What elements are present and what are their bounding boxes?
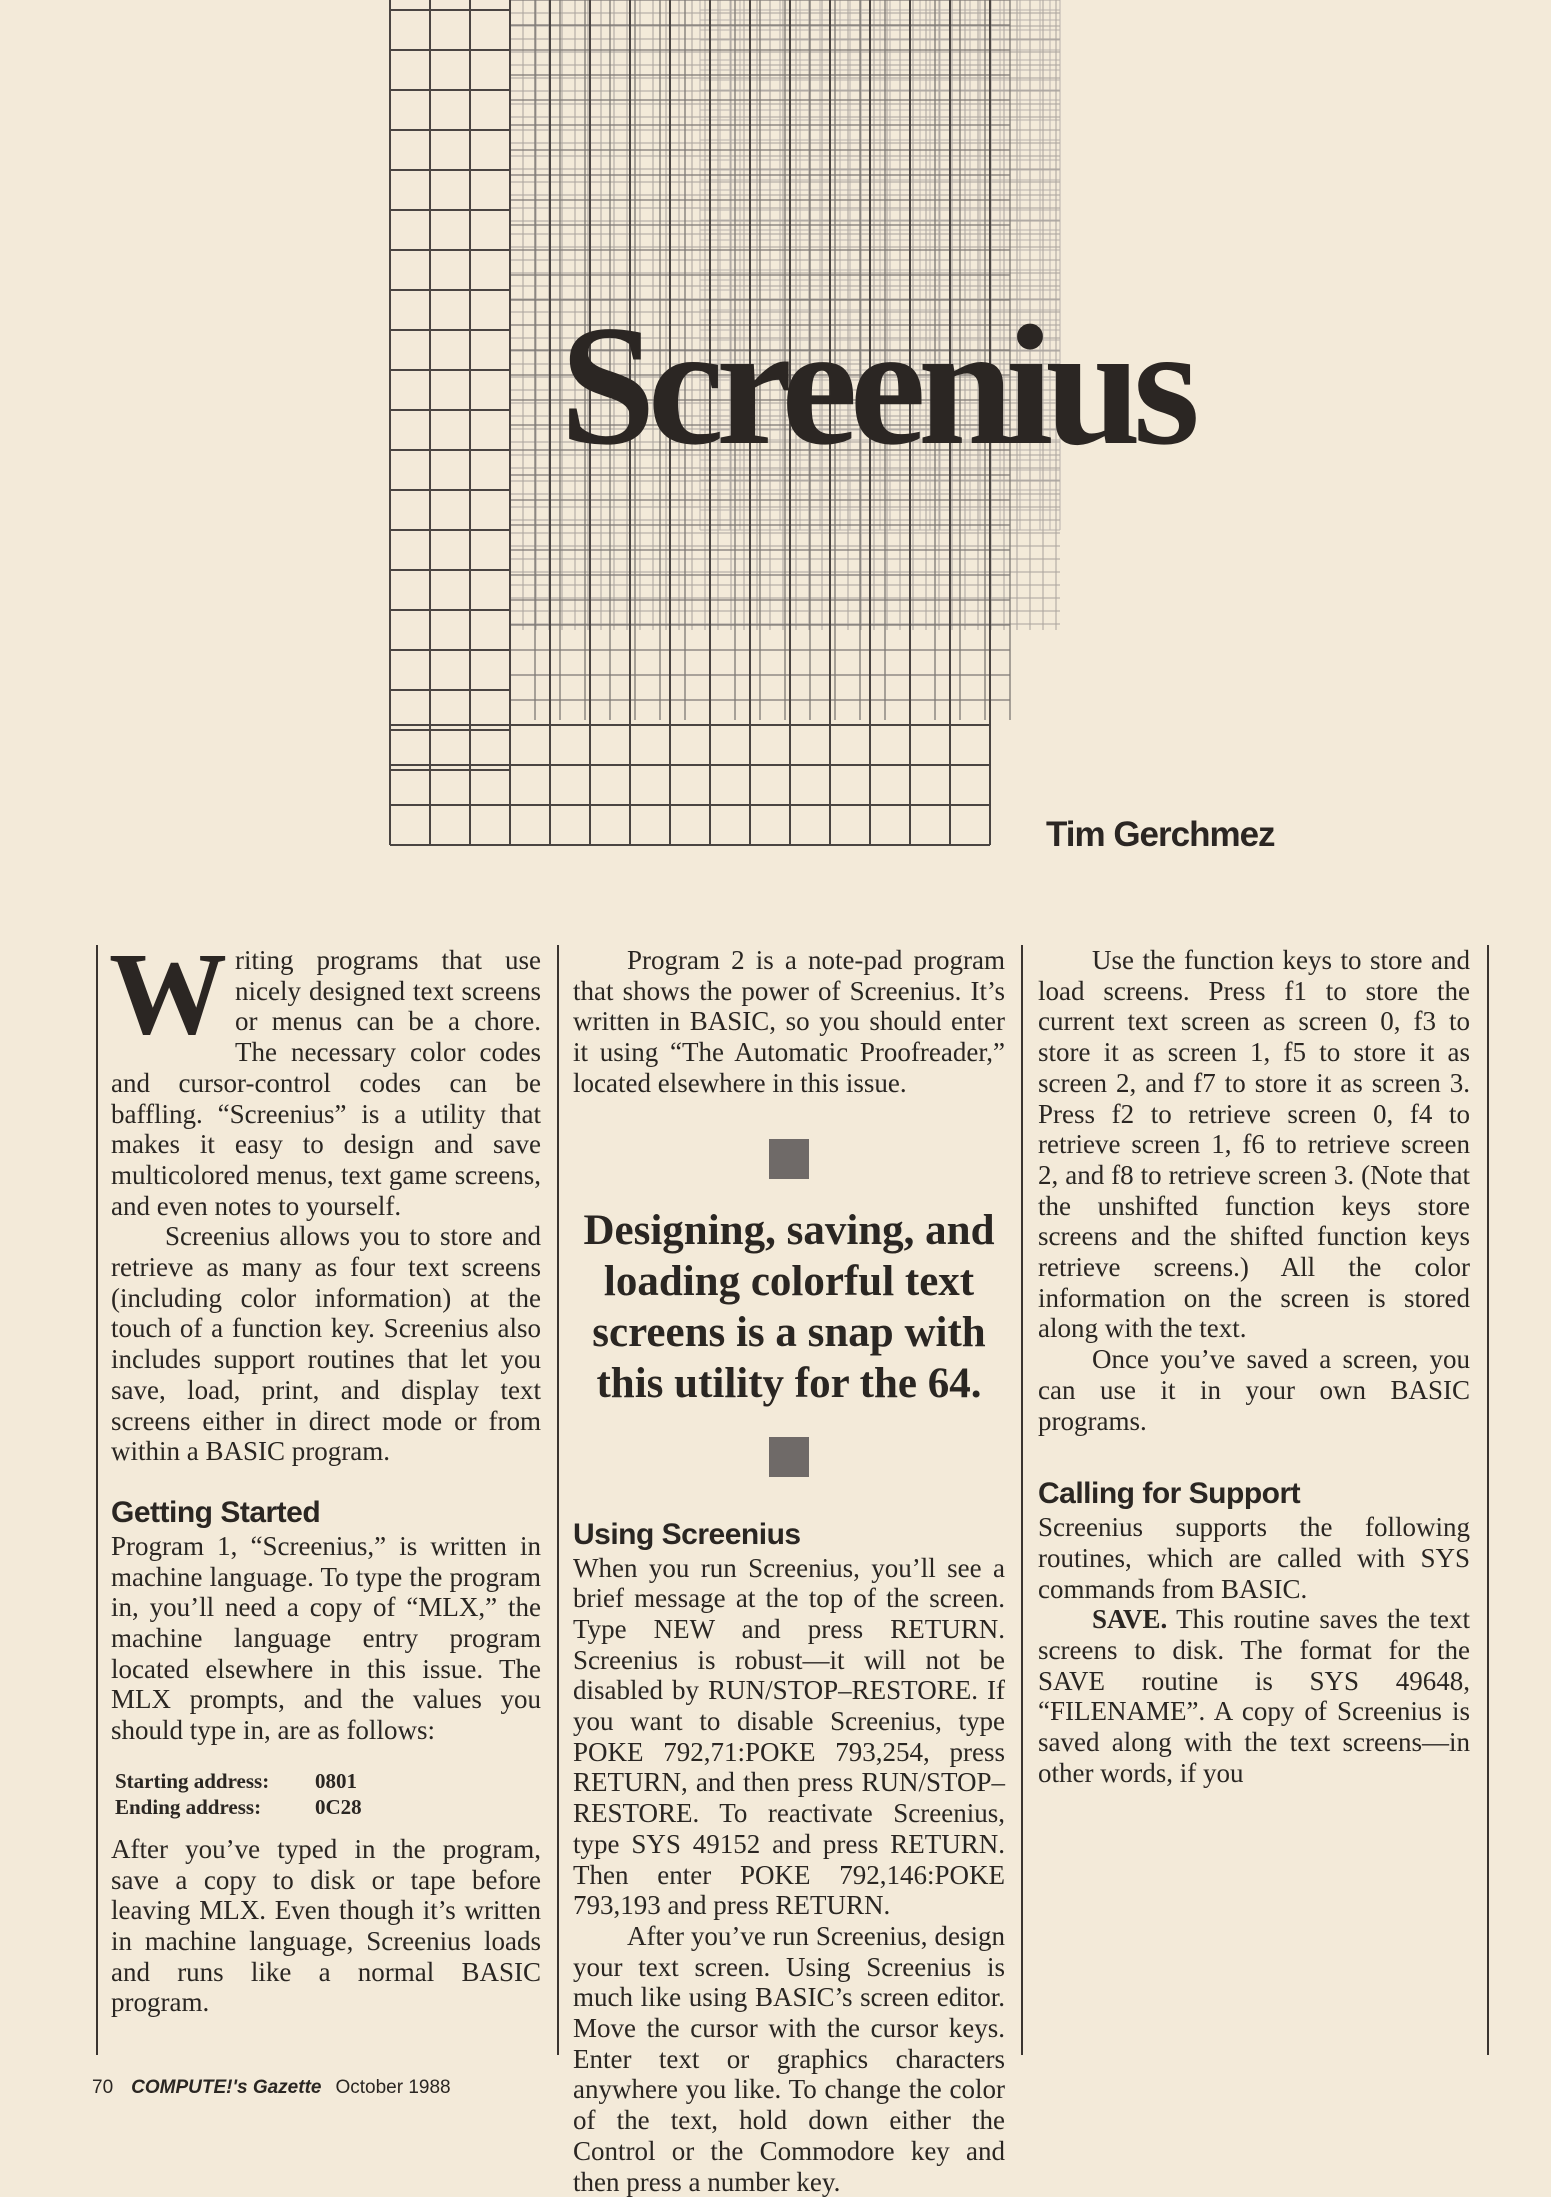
heading-calling-for-support: Calling for Support: [1038, 1477, 1301, 1511]
pullquote-square-top: [769, 1139, 809, 1179]
author-byline: Tim Gerchmez: [1046, 815, 1275, 854]
start-address-value: 0801: [315, 1768, 357, 1793]
heading-getting-started: Getting Started: [111, 1495, 321, 1529]
text-column-3: [1038, 945, 1470, 1789]
magazine-name: COMPUTE!'s Gazette: [131, 2077, 322, 2098]
intro-paragraph: Writing programs that use nicely designed text screens or menus can be a chore. The necessary color codes and cursor-control codes can be baffling. “Screenius” is a utility that makes it easy to design and save multicolored menus, text game screens, and even notes to yourself.: [109, 928, 541, 1221]
program2-paragraph: Program 2 is a note-pad program that shows the power of Screenius. It’s written in BASIC, so you should enter it using “The Automatic Proofreader,” located elsewhere in this issue.: [573, 945, 1005, 1098]
getting-started-paragraph-2: After you’ve typed in the program, save a copy to disk or tape before leaving MLX. Even though it’s written in machine language, Screenius loads and runs like a normal BASIC program.: [111, 1833, 541, 2018]
column-rule-1: [557, 945, 559, 2055]
using-paragraph-1: When you run Screenius, you’ll see a brief message at the top of the screen. Type NEW and press RETURN. Screenius is robust—it will not be disabled by RUN/STOP–RESTORE. If you want to disable Screenius, type POKE 792,71:POKE 793,254, press RETURN, and then press RUN/STOP–RESTORE. To reactivate Screenius, type SYS 49152 and press RETURN. Then enter POKE 792,146:POKE 793,193 and press RETURN.: [573, 1552, 1005, 1921]
column-rule-left: [96, 945, 98, 2055]
text-column-1: [109, 928, 541, 2018]
using-paragraph-2: After you’ve run Screenius, design your text screen. Using Screenius is much like using BASIC’s screen editor. Move the cursor with the cursor keys. Enter text or graphics characters anywhere you like. To change the color of the text, hold down either the Control or the Commodore key and then press a number key.: [573, 1920, 1005, 2197]
column-rule-right: [1487, 945, 1489, 2055]
address-listing: [115, 1768, 541, 1820]
support-paragraph-save: SAVE. This routine saves the text screens to disk. The format for the SAVE routine is SYS 49648, “FILENAME”. A copy of Screenius is saved along with the text screens—in other words, if you: [1038, 1604, 1470, 1788]
drop-cap: W: [109, 928, 227, 1059]
intro-paragraph-2: Screenius allows you to store and retrieve as many as four text screens (including color information) at the touch of a function key. Screenius also includes support routines that let you save, load, print, and display text screens either in direct mode or from within a BASIC program.: [111, 1221, 541, 1467]
heading-using-screenius: Using Screenius: [573, 1517, 801, 1551]
using-paragraph-3: Use the function keys to store and load screens. Press f1 to store the current text screen as screen 0, f3 to store it as screen 1, f5 to store it as screen 2, and f7 to store it as screen 3. Press f2 to retrieve screen 0, f4 to retrieve screen 1, f6 to retrieve screen 2, and f8 to retrieve screen 3. (Note that the unshifted function keys store screens and the shifted function keys retrieve screens.) All the color information on the screen is stored along with the text.: [1038, 945, 1470, 1344]
pullquote: Designing, saving, and loading colorful text screens is a snap with this utility for the 64.: [583, 1206, 995, 1407]
column-rule-2: [1021, 945, 1023, 2055]
article-title: Screenius: [560, 291, 1192, 481]
pullquote-square-bottom: [769, 1437, 809, 1477]
issue-date: October 1988: [335, 2077, 451, 2098]
end-address-value: 0C28: [315, 1794, 362, 1819]
end-address-label: Ending address:: [115, 1794, 262, 1819]
text-column-2: [573, 945, 1005, 2197]
support-paragraph-1: Screenius supports the following routines, which are called with SYS commands from BASIC.: [1038, 1512, 1470, 1604]
getting-started-paragraph: Program 1, “Screenius,” is written in machine language. To type the program in, you’ll need a copy of “MLX,” the machine language entry program located elsewhere in this issue. The MLX prompts, and the values you should type in, are as follows:: [111, 1530, 541, 1746]
start-address-label: Starting address:: [115, 1768, 270, 1793]
page-footer: [92, 2077, 451, 2099]
using-paragraph-4: Once you’ve saved a screen, you can use it in your own BASIC programs.: [1038, 1344, 1470, 1436]
page-number: 70: [92, 2077, 114, 2098]
save-label: SAVE.: [1092, 1604, 1168, 1635]
